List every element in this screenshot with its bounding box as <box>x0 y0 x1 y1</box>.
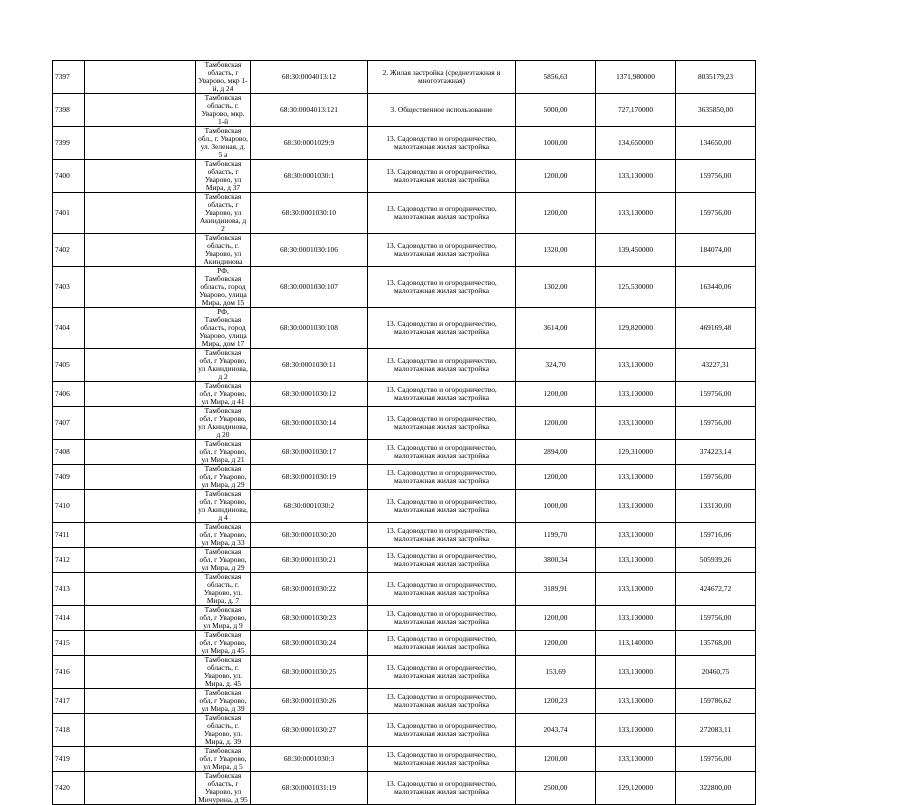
spacer-cell <box>85 490 196 523</box>
area-cell: 5000,00 <box>516 94 596 127</box>
area-cell: 1199,70 <box>516 523 596 548</box>
cadastral-number-cell: 68:30:0001030:2 <box>251 490 368 523</box>
land-use-cell: 13. Садоводство и огородничество, малоэтажная жилая застройка <box>368 127 516 160</box>
spacer-cell <box>85 94 196 127</box>
area-cell: 1200,00 <box>516 407 596 440</box>
land-use-cell: 13. Садоводство и огородничество, малоэтажная жилая застройка <box>368 573 516 606</box>
cadastral-value-cell: 505939,26 <box>676 548 756 573</box>
specific-value-cell: 139,450000 <box>596 234 676 267</box>
specific-value-cell: 129,310000 <box>596 440 676 465</box>
row-number: 7416 <box>53 656 85 689</box>
row-number: 7405 <box>53 349 85 382</box>
cadastral-number-cell: 68:30:0001030:27 <box>251 714 368 747</box>
land-use-cell: 13. Садоводство и огородничество, малоэтажная жилая застройка <box>368 689 516 714</box>
specific-value-cell: 133,130000 <box>596 606 676 631</box>
spacer-cell <box>85 523 196 548</box>
cadastral-value-cell: 159756,00 <box>676 407 756 440</box>
table-row <box>53 772 839 805</box>
specific-value-cell: 133,130000 <box>596 407 676 440</box>
specific-value-cell: 133,130000 <box>596 382 676 407</box>
address-cell: Тамбовская область, г. Уварово, мкр. 1-й <box>196 94 251 127</box>
cadastral-number-cell: 68:30:0001030:25 <box>251 656 368 689</box>
land-use-cell: 13. Садоводство и огородничество, малоэтажная жилая застройка <box>368 407 516 440</box>
spacer-cell <box>85 193 196 234</box>
land-use-cell: 13. Садоводство и огородничество, малоэтажная жилая застройка <box>368 349 516 382</box>
address-cell: Тамбовская область, г Уварово, ул Акиндинова, д 2 <box>196 193 251 234</box>
row-number: 7402 <box>53 234 85 267</box>
land-use-cell: 13. Садоводство и огородничество, малоэтажная жилая застройка <box>368 440 516 465</box>
row-number: 7413 <box>53 573 85 606</box>
row-number: 7398 <box>53 94 85 127</box>
area-cell: 1000,00 <box>516 127 596 160</box>
row-number: 7400 <box>53 160 85 193</box>
table-row <box>53 631 839 656</box>
row-number: 7403 <box>53 267 85 308</box>
table-row <box>53 606 839 631</box>
table-row <box>53 382 839 407</box>
table-row <box>53 523 839 548</box>
table-row <box>53 440 839 465</box>
cadastral-value-cell: 322800,00 <box>676 772 756 805</box>
area-cell: 1200,23 <box>516 689 596 714</box>
spacer-cell <box>85 234 196 267</box>
table-row <box>53 548 839 573</box>
area-cell: 1200,00 <box>516 631 596 656</box>
area-cell: 153,69 <box>516 656 596 689</box>
row-number: 7414 <box>53 606 85 631</box>
cadastral-value-cell: 8035179,23 <box>676 61 756 94</box>
cadastral-number-cell: 68:30:0001030:26 <box>251 689 368 714</box>
address-cell: Тамбовская обл, г Уварово, ул Мира, д 45 <box>196 631 251 656</box>
specific-value-cell: 133,130000 <box>596 689 676 714</box>
table-row <box>53 573 839 606</box>
table-row <box>53 61 839 94</box>
spacer-cell <box>85 772 196 805</box>
cadastral-value-cell: 159786,62 <box>676 689 756 714</box>
address-cell: Тамбовская обл, г Уварово, ул Мира, д 29 <box>196 465 251 490</box>
spacer-cell <box>85 160 196 193</box>
area-cell: 324,70 <box>516 349 596 382</box>
land-use-cell: 13. Садоводство и огородничество, малоэтажная жилая застройка <box>368 382 516 407</box>
land-use-cell: 13. Садоводство и огородничество, малоэтажная жилая застройка <box>368 193 516 234</box>
address-cell: Тамбовская обл, г Уварово, ул Мира, д 39 <box>196 689 251 714</box>
row-number: 7412 <box>53 548 85 573</box>
area-cell: 1200,00 <box>516 193 596 234</box>
table-row <box>53 160 839 193</box>
address-cell: Тамбовская область, г. Уварово, ул. Мира, д. 7 <box>196 573 251 606</box>
area-cell: 3614,00 <box>516 308 596 349</box>
land-use-cell: 13. Садоводство и огородничество, малоэтажная жилая застройка <box>368 548 516 573</box>
cadastral-number-cell: 68:30:0001030:17 <box>251 440 368 465</box>
cadastral-value-cell: 133130,00 <box>676 490 756 523</box>
land-use-cell: 13. Садоводство и огородничество, малоэтажная жилая застройка <box>368 308 516 349</box>
address-cell: Тамбовская обл, г Уварово, ул Мира, д 21 <box>196 440 251 465</box>
table-row <box>53 308 839 349</box>
spacer-cell <box>85 606 196 631</box>
spacer-cell <box>85 465 196 490</box>
table-row <box>53 349 839 382</box>
specific-value-cell: 133,130000 <box>596 523 676 548</box>
cadastral-value-cell: 374223,14 <box>676 440 756 465</box>
cadastral-number-cell: 68:30:0001030:14 <box>251 407 368 440</box>
cadastral-value-cell: 272083,11 <box>676 714 756 747</box>
spacer-cell <box>85 308 196 349</box>
row-number: 7401 <box>53 193 85 234</box>
cadastral-number-cell: 68:30:0004013:12 <box>251 61 368 94</box>
area-cell: 2043,74 <box>516 714 596 747</box>
specific-value-cell: 133,130000 <box>596 714 676 747</box>
specific-value-cell: 125,530000 <box>596 267 676 308</box>
spacer-cell <box>85 631 196 656</box>
cadastral-value-cell: 159756,00 <box>676 747 756 772</box>
area-cell: 2894,00 <box>516 440 596 465</box>
area-cell: 5856,63 <box>516 61 596 94</box>
table-row <box>53 656 839 689</box>
table-row <box>53 407 839 440</box>
cadastral-number-cell: 68:30:0001030:20 <box>251 523 368 548</box>
cadastral-value-cell: 159716,06 <box>676 523 756 548</box>
table-row <box>53 234 839 267</box>
table-row <box>53 714 839 747</box>
spacer-cell <box>85 382 196 407</box>
address-cell: Тамбовская обл, г Уварово, ул Акиндинова, д 4 <box>196 490 251 523</box>
specific-value-cell: 133,130000 <box>596 656 676 689</box>
table-row <box>53 127 839 160</box>
address-cell: Тамбовская область, г Уварово, ул Мичурина, д 95 <box>196 772 251 805</box>
row-number: 7411 <box>53 523 85 548</box>
land-use-cell: 13. Садоводство и огородничество, малоэтажная жилая застройка <box>368 523 516 548</box>
area-cell: 1200,00 <box>516 160 596 193</box>
cadastral-number-cell: 68:30:0001030:12 <box>251 382 368 407</box>
land-use-cell: 13. Садоводство и огородничество, малоэтажная жилая застройка <box>368 267 516 308</box>
cadastral-number-cell: 68:30:0001030:107 <box>251 267 368 308</box>
cadastral-number-cell: 68:30:0001031:19 <box>251 772 368 805</box>
cadastral-value-cell: 159756,00 <box>676 382 756 407</box>
specific-value-cell: 1371,980000 <box>596 61 676 94</box>
address-cell: РФ, Тамбовская область, город Уварово, улица Мира, дом 17 <box>196 308 251 349</box>
specific-value-cell: 133,130000 <box>596 349 676 382</box>
specific-value-cell: 133,130000 <box>596 747 676 772</box>
table-row <box>53 267 839 308</box>
specific-value-cell: 133,130000 <box>596 193 676 234</box>
cadastral-value-cell: 43227,31 <box>676 349 756 382</box>
address-cell: Тамбовская область, г Уварово, ул Мира, д 37 <box>196 160 251 193</box>
row-number: 7407 <box>53 407 85 440</box>
land-use-cell: 3. Общественное использование <box>368 94 516 127</box>
specific-value-cell: 134,650000 <box>596 127 676 160</box>
row-number: 7404 <box>53 308 85 349</box>
land-use-cell: 13. Садоводство и огородничество, малоэтажная жилая застройка <box>368 772 516 805</box>
spacer-cell <box>85 61 196 94</box>
cadastral-number-cell: 68:30:0001030:23 <box>251 606 368 631</box>
cadastral-number-cell: 68:30:0001030:22 <box>251 573 368 606</box>
row-number: 7415 <box>53 631 85 656</box>
spacer-cell <box>85 267 196 308</box>
cadastral-value-cell: 184074,00 <box>676 234 756 267</box>
land-use-cell: 13. Садоводство и огородничество, малоэтажная жилая застройка <box>368 747 516 772</box>
cadastral-value-cell: 3635850,00 <box>676 94 756 127</box>
land-use-cell: 13. Садоводство и огородничество, малоэтажная жилая застройка <box>368 160 516 193</box>
land-use-cell: 13. Садоводство и огородничество, малоэтажная жилая застройка <box>368 631 516 656</box>
land-use-cell: 13. Садоводство и огородничество, малоэтажная жилая застройка <box>368 606 516 631</box>
cadastral-value-cell: 20460,75 <box>676 656 756 689</box>
address-cell: Тамбовская обл, г Уварово, ул Акиндинова, д 20 <box>196 407 251 440</box>
land-use-cell: 13. Садоводство и огородничество, малоэтажная жилая застройка <box>368 234 516 267</box>
specific-value-cell: 133,130000 <box>596 490 676 523</box>
cadastral-value-cell: 159756,00 <box>676 160 756 193</box>
spacer-cell <box>85 689 196 714</box>
spacer-cell <box>85 548 196 573</box>
address-cell: Тамбовская область, г. Уварово, ул. Мира, д. 39 <box>196 714 251 747</box>
spacer-cell <box>85 656 196 689</box>
specific-value-cell: 129,820000 <box>596 308 676 349</box>
spacer-cell <box>85 349 196 382</box>
cadastral-number-cell: 68:30:0001030:108 <box>251 308 368 349</box>
table-row <box>53 689 839 714</box>
cadastral-value-cell: 134650,00 <box>676 127 756 160</box>
table-body <box>53 61 839 805</box>
address-cell: Тамбовская обл, г Уварово, ул Акиндинова, д 2 <box>196 349 251 382</box>
spacer-cell <box>85 747 196 772</box>
cadastral-number-cell: 68:30:0001030:1 <box>251 160 368 193</box>
row-number: 7419 <box>53 747 85 772</box>
address-cell: Тамбовская обл, г Уварово, ул Мира, д 29 <box>196 548 251 573</box>
area-cell: 1200,00 <box>516 382 596 407</box>
cadastral-value-cell: 163440,06 <box>676 267 756 308</box>
cadastral-value-cell: 135768,00 <box>676 631 756 656</box>
cadastral-value-cell: 424672,72 <box>676 573 756 606</box>
spacer-cell <box>85 440 196 465</box>
area-cell: 1320,00 <box>516 234 596 267</box>
specific-value-cell: 133,130000 <box>596 160 676 193</box>
cadastral-number-cell: 68:30:0001030:106 <box>251 234 368 267</box>
spacer-cell <box>85 407 196 440</box>
cadastral-number-cell: 68:30:0001030:11 <box>251 349 368 382</box>
land-use-cell: 2. Жилая застройка (среднеэтажная и многоэтажная) <box>368 61 516 94</box>
address-cell: Тамбовская обл., г. Уварово, ул. Зеленая, д. 5 а <box>196 127 251 160</box>
table-row <box>53 490 839 523</box>
row-number: 7410 <box>53 490 85 523</box>
row-number: 7420 <box>53 772 85 805</box>
address-cell: Тамбовская область, г. Уварово, ул. Мира, д. 45 <box>196 656 251 689</box>
land-use-cell: 13. Садоводство и огородничество, малоэтажная жилая застройка <box>368 490 516 523</box>
address-cell: Тамбовская обл, г Уварово, ул Мира, д 5 <box>196 747 251 772</box>
cadastral-value-cell: 159756,00 <box>676 606 756 631</box>
table-row <box>53 193 839 234</box>
cadastral-value-cell: 159756,00 <box>676 465 756 490</box>
specific-value-cell: 133,130000 <box>596 573 676 606</box>
address-cell: Тамбовская область, г Уварово, мкр 1-й, д 24 <box>196 61 251 94</box>
cadastral-number-cell: 68:30:0001030:3 <box>251 747 368 772</box>
area-cell: 1000,00 <box>516 490 596 523</box>
address-cell: Тамбовская обл, г Уварово, ул Мира, д 9 <box>196 606 251 631</box>
cadastral-number-cell: 68:30:0001030:19 <box>251 465 368 490</box>
cadastral-value-table <box>52 60 839 805</box>
row-number: 7406 <box>53 382 85 407</box>
specific-value-cell: 133,130000 <box>596 465 676 490</box>
row-number: 7409 <box>53 465 85 490</box>
table-row <box>53 747 839 772</box>
area-cell: 1200,00 <box>516 747 596 772</box>
row-number: 7399 <box>53 127 85 160</box>
row-number: 7418 <box>53 714 85 747</box>
specific-value-cell: 133,130000 <box>596 548 676 573</box>
spacer-cell <box>85 127 196 160</box>
specific-value-cell: 129,120000 <box>596 772 676 805</box>
spacer-cell <box>85 573 196 606</box>
cadastral-value-cell: 469169,48 <box>676 308 756 349</box>
land-use-cell: 13. Садоводство и огородничество, малоэтажная жилая застройка <box>368 465 516 490</box>
cadastral-number-cell: 68:30:0001030:10 <box>251 193 368 234</box>
row-number: 7408 <box>53 440 85 465</box>
spacer-cell <box>85 714 196 747</box>
row-number: 7417 <box>53 689 85 714</box>
table-row <box>53 94 839 127</box>
cadastral-number-cell: 68:30:0001029:9 <box>251 127 368 160</box>
table-row <box>53 465 839 490</box>
cadastral-number-cell: 68:30:0004013:121 <box>251 94 368 127</box>
address-cell: Тамбовская обл, г Уварово, ул Мира, д 33 <box>196 523 251 548</box>
area-cell: 1302,00 <box>516 267 596 308</box>
specific-value-cell: 113,140000 <box>596 631 676 656</box>
cadastral-number-cell: 68:30:0001030:24 <box>251 631 368 656</box>
area-cell: 3189,91 <box>516 573 596 606</box>
area-cell: 1200,00 <box>516 606 596 631</box>
area-cell: 1200,00 <box>516 465 596 490</box>
cadastral-number-cell: 68:30:0001030:21 <box>251 548 368 573</box>
address-cell: Тамбовская область, г. Уварово, ул Акиндинова <box>196 234 251 267</box>
specific-value-cell: 727,170000 <box>596 94 676 127</box>
land-use-cell: 13. Садоводство и огородничество, малоэтажная жилая застройка <box>368 656 516 689</box>
land-use-cell: 13. Садоводство и огородничество, малоэтажная жилая застройка <box>368 714 516 747</box>
cadastral-value-cell: 159756,00 <box>676 193 756 234</box>
area-cell: 3800,34 <box>516 548 596 573</box>
address-cell: Тамбовская обл, г Уварово, ул Мира, д 41 <box>196 382 251 407</box>
address-cell: РФ, Тамбовская область, город Уварово, улица Мира, дом 15 <box>196 267 251 308</box>
row-number: 7397 <box>53 61 85 94</box>
area-cell: 2500,00 <box>516 772 596 805</box>
